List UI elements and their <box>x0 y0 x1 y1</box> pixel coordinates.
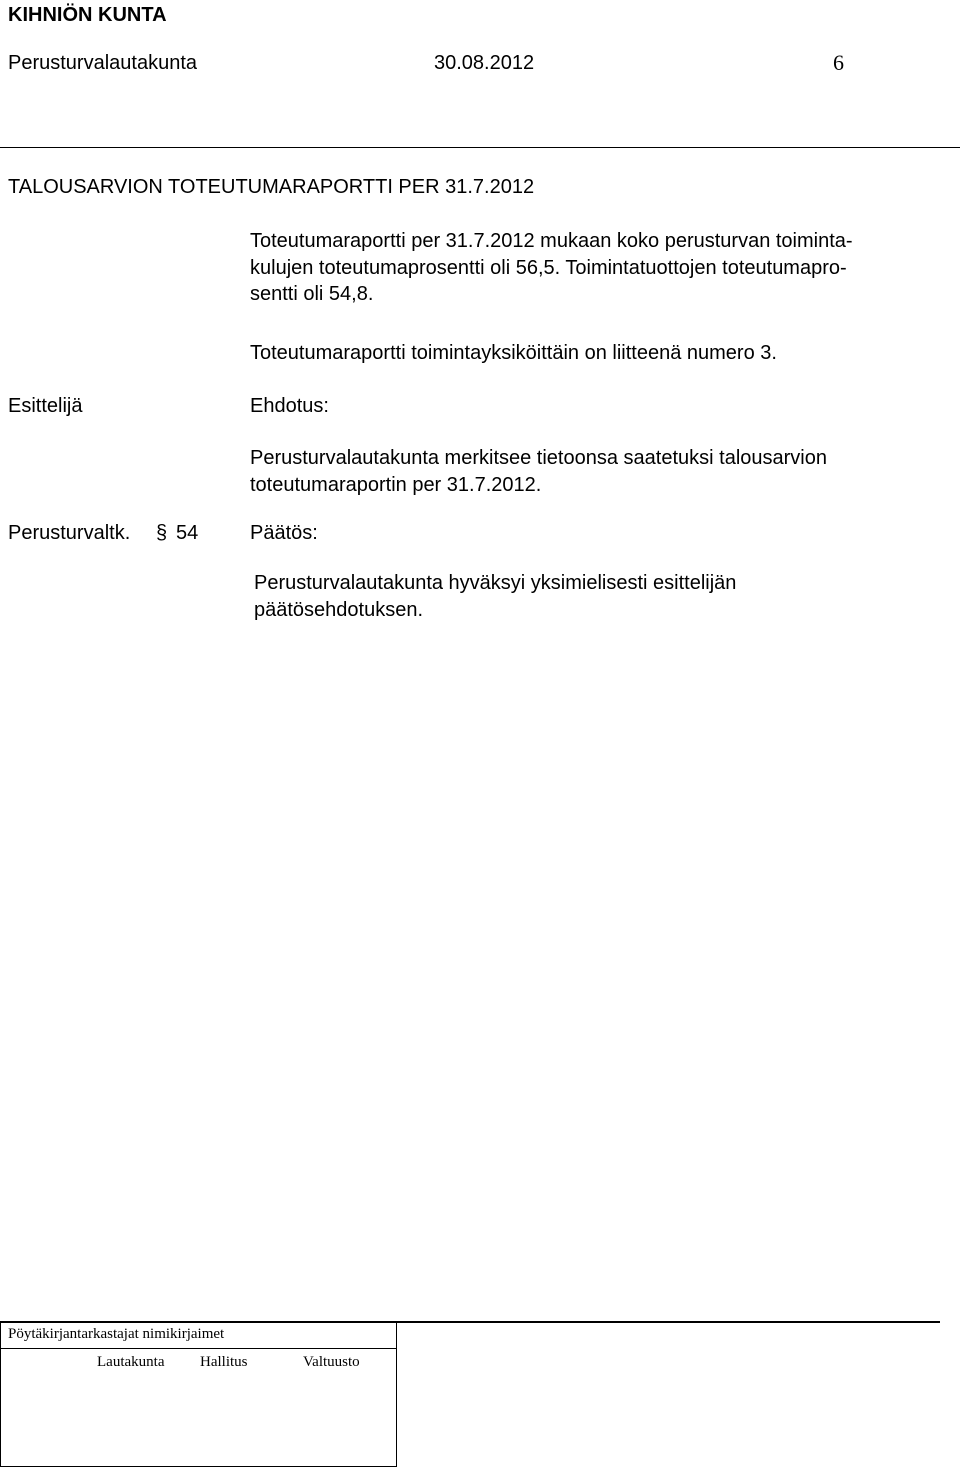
intro-line: Toteutumaraportti per 31.7.2012 mukaan koko perusturvan toiminta- <box>250 230 853 252</box>
footer-mid-rule <box>0 1348 397 1349</box>
signature-box <box>0 1321 960 1470</box>
presenter-label: Esittelijä <box>8 395 83 417</box>
footer-title: Pöytäkirjantarkastajat nimikirjaimet <box>8 1326 225 1342</box>
proposal-paragraph <box>250 445 950 498</box>
footer-column-valtuusto: Valtuusto <box>303 1354 360 1370</box>
decision-line: Perusturvalautakunta hyväksyi yksimielisesti esittelijän <box>254 572 737 594</box>
committee-name: Perusturvalautakunta <box>8 52 198 74</box>
footer-bottom-rule <box>0 1466 397 1467</box>
footer-column-lautakunta: Lautakunta <box>97 1354 165 1370</box>
intro-paragraph <box>250 228 950 308</box>
intro-line: sentti oli 54,8. <box>250 283 374 305</box>
header-divider <box>0 147 960 148</box>
meeting-date: 30.08.2012 <box>434 52 535 74</box>
attachment-paragraph <box>250 340 950 367</box>
document-title: TALOUSARVION TOTEUTUMARAPORTTI PER 31.7.2012 <box>8 176 535 198</box>
board-label: Perusturvaltk. <box>8 522 131 544</box>
proposal-line: Perusturvalautakunta merkitsee tietoonsa saatetuksi talousarvion <box>250 447 827 469</box>
decision-line: päätösehdotuksen. <box>254 598 424 621</box>
footer-top-rule <box>0 1321 940 1323</box>
decision-label: Päätös: <box>250 522 318 544</box>
proposal-label: Ehdotus: <box>250 395 329 417</box>
intro-line: kulujen toteutumaprosentti oli 56,5. Toimintatuottojen toteutumapro- <box>250 256 847 279</box>
footer-left-rule <box>0 1321 1 1467</box>
section-mark: § <box>156 522 168 544</box>
footer-right-rule <box>396 1321 397 1467</box>
footer-column-hallitus: Hallitus <box>200 1354 248 1370</box>
attachment-line: Toteutumaraportti toimintayksiköittäin on liitteenä numero 3. <box>250 342 777 364</box>
decision-paragraph <box>254 570 954 623</box>
section-number: 54 <box>176 522 199 544</box>
organization-name: KIHNIÖN KUNTA <box>8 4 167 26</box>
page-number: 6 <box>833 50 844 75</box>
proposal-line: toteutumaraportin per 31.7.2012. <box>250 473 542 496</box>
